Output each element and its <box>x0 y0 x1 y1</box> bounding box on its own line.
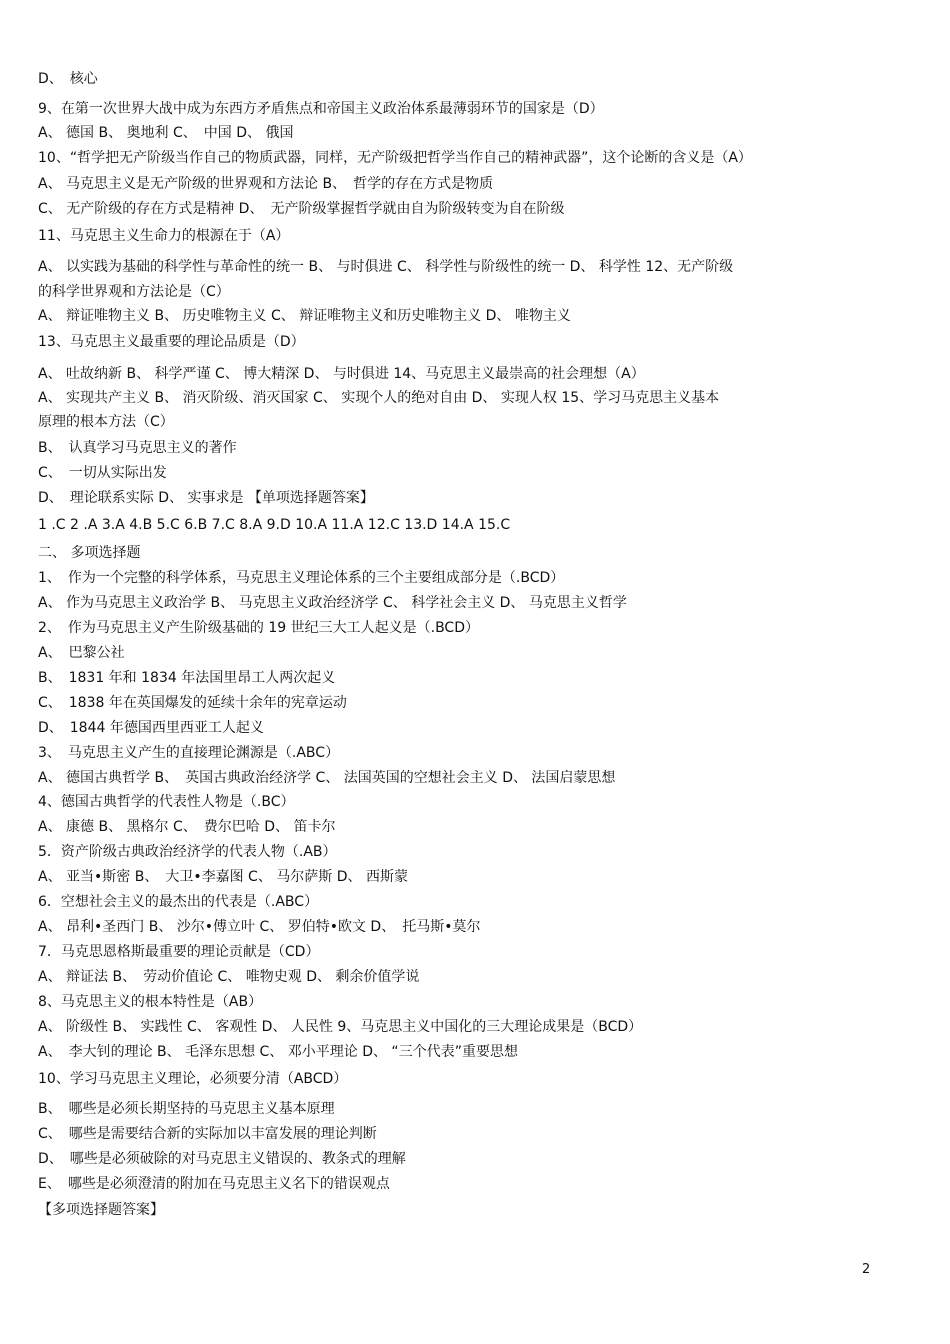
text-line: D、 理论联系实际 D、 实事求是 【单项选择题答案】 <box>38 490 374 506</box>
text-line: 6．空想社会主义的最杰出的代表是（.ABC） <box>38 894 319 910</box>
text-line: A、 吐故纳新 B、 科学严谨 C、 博大精深 D、 与时俱进 14、马克思主义最崇高的社会理想（A） <box>38 366 645 382</box>
section-heading: 【多项选择题答案】 <box>38 1202 164 1218</box>
text-line: A、 昂利•圣西门 B、 沙尔•傅立叶 C、 罗伯特•欧文 D、 托马斯•莫尔 <box>38 919 481 935</box>
text-line: E、 哪些是必须澄清的附加在马克思主义名下的错误观点 <box>38 1176 390 1192</box>
text-line: A、 康德 B、 黑格尔 C、 费尔巴哈 D、 笛卡尔 <box>38 819 336 835</box>
text-line: A、 以实践为基础的科学性与革命性的统一 B、 与时俱进 C、 科学性与阶级性的统一 D、 科学性 12、无产阶级 <box>38 259 734 275</box>
text-line: 1、 作为一个完整的科学体系，马克思主义理论体系的三个主要组成部分是（.BCD） <box>38 570 565 586</box>
text-line: D、 核心 <box>38 71 98 87</box>
text-line: 10、学习马克思主义理论，必须要分清（ABCD） <box>38 1071 348 1087</box>
text-line: 3、 马克思主义产生的直接理论渊源是（.ABC） <box>38 745 340 761</box>
section-heading: 二、 多项选择题 <box>38 545 141 561</box>
text-line: A、 亚当•斯密 B、 大卫•李嘉图 C、 马尔萨斯 D、 西斯蒙 <box>38 869 408 885</box>
text-line: B、 哪些是必须长期坚持的马克思主义基本原理 <box>38 1101 335 1117</box>
text-line: A、 作为马克思主义政治学 B、 马克思主义政治经济学 C、 科学社会主义 D、 马克思主义哲学 <box>38 595 627 611</box>
text-line: A、 巴黎公社 <box>38 645 125 661</box>
text-line: C、 哪些是需要结合新的实际加以丰富发展的理论判断 <box>38 1126 377 1142</box>
text-line: C、 无产阶级的存在方式是精神 D、 无产阶级掌握哲学就由自为阶级转变为自在阶级 <box>38 201 565 217</box>
text-line: A、 李大钊的理论 B、 毛泽东思想 C、 邓小平理论 D、 “三个代表”重要思想 <box>38 1044 518 1060</box>
text-line: 4、德国古典哲学的代表性人物是（.BC） <box>38 794 295 810</box>
text-line: C、 1838 年在英国爆发的延续十余年的宪章运动 <box>38 695 347 711</box>
text-line: 10、“哲学把无产阶级当作自己的物质武器，同样，无产阶级把哲学当作自己的精神武器”，这个论断的含义是（A） <box>38 150 752 166</box>
text-line: 7．马克思恩格斯最重要的理论贡献是（CD） <box>38 944 320 960</box>
text-line: 11、马克思主义生命力的根源在于（A） <box>38 228 290 244</box>
text-line: A、 阶级性 B、 实践性 C、 客观性 D、 人民性 9、马克思主义中国化的三大理论成果是（BCD） <box>38 1019 643 1035</box>
answer-key-line: 1 .C 2 .A 3.A 4.B 5.C 6.B 7.C 8.A 9.D 10.A 11.A 12.C 13.D 14.A 15.C <box>38 517 511 533</box>
text-line: 8、马克思主义的根本特性是（AB） <box>38 994 263 1010</box>
text-line: D、 哪些是必须破除的对马克思主义错误的、教条式的理解 <box>38 1151 406 1167</box>
text-line: C、 一切从实际出发 <box>38 465 167 481</box>
text-line: B、 1831 年和 1834 年法国里昂工人两次起义 <box>38 670 336 686</box>
text-line: B、 认真学习马克思主义的著作 <box>38 440 237 456</box>
text-line: A、 马克思主义是无产阶级的世界观和方法论 B、 哲学的存在方式是物质 <box>38 176 494 192</box>
text-line: 9、在第一次世界大战中成为东西方矛盾焦点和帝国主义政治体系最薄弱环节的国家是（D） <box>38 101 604 117</box>
text-line: A、 实现共产主义 B、 消灭阶级、消灭国家 C、 实现个人的绝对自由 D、 实现人权 15、学习马克思主义基本 <box>38 390 720 406</box>
text-line: 5．资产阶级古典政治经济学的代表人物（.AB） <box>38 844 337 860</box>
text-line: 13、马克思主义最重要的理论品质是（D） <box>38 334 305 350</box>
text-line: A、 辩证法 B、 劳动价值论 C、 唯物史观 D、 剩余价值学说 <box>38 969 420 985</box>
text-line: 原理的根本方法（C） <box>38 414 174 430</box>
text-line: 的科学世界观和方法论是（C） <box>38 284 230 300</box>
text-line: 2、 作为马克思主义产生阶级基础的 19 世纪三大工人起义是（.BCD） <box>38 620 479 636</box>
page-number: 2 <box>862 1262 871 1277</box>
text-line: A、 德国古典哲学 B、 英国古典政治经济学 C、 法国英国的空想社会主义 D、 法国启蒙思想 <box>38 770 616 786</box>
text-line: D、 1844 年德国西里西亚工人起义 <box>38 720 264 736</box>
text-line: A、 辩证唯物主义 B、 历史唯物主义 C、 辩证唯物主义和历史唯物主义 D、 唯物主义 <box>38 308 571 324</box>
text-line: A、 德国 B、 奥地利 C、 中国 D、 俄国 <box>38 125 294 141</box>
